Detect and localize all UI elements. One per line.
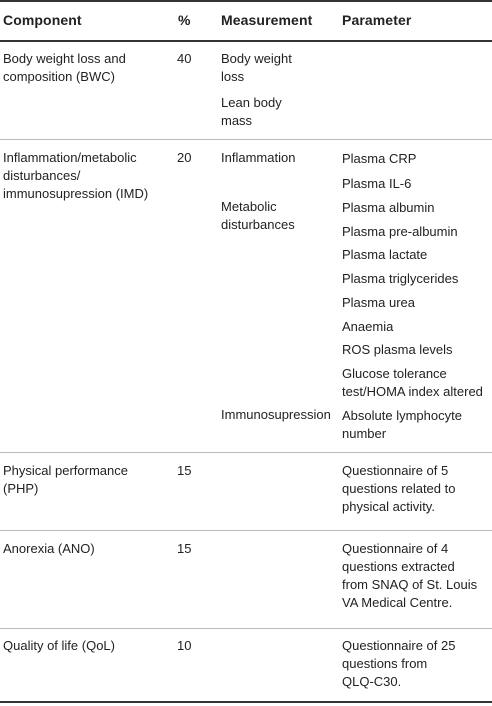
cell-percent-bwc: 40 [177, 51, 192, 66]
table-header [0, 0, 492, 42]
parameter-line: from SNAQ of St. Louis [342, 577, 478, 592]
component-line: immunosupression (IMD) [3, 186, 149, 201]
parameter-line: number [342, 426, 387, 441]
parameter-item: Plasma triglycerides [342, 271, 459, 286]
header-parameter: Parameter [342, 12, 412, 28]
parameter-item: Plasma IL-6 [342, 176, 412, 191]
header-component: Component [3, 12, 82, 28]
component-line: Anorexia (ANO) [3, 541, 95, 556]
cell-component-qol [3, 637, 173, 655]
parameter-item [342, 462, 488, 516]
cell-component-bwc [3, 50, 173, 86]
parameter-line: Questionnaire of 5 [342, 463, 449, 478]
row-divider [0, 139, 492, 140]
table-bottom-rule [0, 701, 492, 703]
parameter-line: questions extracted [342, 559, 455, 574]
parameter-item: Plasma albumin [342, 200, 435, 215]
component-line: composition (BWC) [3, 69, 115, 84]
parameter-item: Anaemia [342, 319, 394, 334]
measurement-line: disturbances [221, 217, 295, 232]
parameter-item: Plasma lactate [342, 247, 428, 262]
measurement-line: Metabolic [221, 199, 277, 214]
parameter-line: VA Medical Centre. [342, 595, 453, 610]
measurement-item [221, 50, 339, 86]
row-divider [0, 452, 492, 453]
parameter-line: Glucose tolerance [342, 366, 447, 381]
measurement-line: mass [221, 113, 253, 128]
component-line: Inflammation/metabolic [3, 150, 137, 165]
measurement-line: Body weight [221, 51, 292, 66]
cell-component-imd [3, 149, 173, 203]
parameter-item: Plasma urea [342, 295, 415, 310]
cell-percent-ano: 15 [177, 541, 192, 556]
parameter-item: ROS plasma levels [342, 342, 453, 357]
parameter-line: QLQ-C30. [342, 674, 402, 689]
parameter-item [342, 540, 488, 612]
measurement-line: Lean body [221, 95, 282, 110]
parameter-line: physical activity. [342, 499, 435, 514]
cell-percent-imd: 20 [177, 150, 192, 165]
header-percent: % [178, 12, 191, 28]
parameter-line: Questionnaire of 4 [342, 541, 449, 556]
row-divider [0, 530, 492, 531]
parameter-item [342, 407, 488, 443]
parameter-item: Plasma CRP [342, 151, 417, 166]
parameter-line: questions related to [342, 481, 456, 496]
measurement-line: Inflammation [221, 150, 296, 165]
cell-percent-qol: 10 [177, 638, 192, 653]
parameter-line: Questionnaire of 25 [342, 638, 456, 653]
measurement-item [221, 406, 339, 424]
parameter-item [342, 365, 488, 401]
measurement-line: Immunosupression [221, 407, 331, 422]
parameter-line: test/HOMA index altered [342, 384, 483, 399]
parameter-item: Plasma pre-albumin [342, 224, 458, 239]
measurement-item [221, 198, 339, 234]
measurement-item [221, 94, 339, 130]
parameter-line: questions from [342, 656, 428, 671]
cell-component-ano [3, 540, 173, 558]
component-line: Quality of life (QoL) [3, 638, 115, 653]
parameter-item [342, 637, 488, 691]
parameter-line: Absolute lymphocyte [342, 408, 462, 423]
component-line: Physical performance [3, 463, 128, 478]
component-line: (PHP) [3, 481, 39, 496]
component-line: disturbances/ [3, 168, 81, 183]
cell-percent-php: 15 [177, 463, 192, 478]
measurement-item [221, 149, 339, 167]
component-line: Body weight loss and [3, 51, 126, 66]
header-measurement: Measurement [221, 12, 313, 28]
cell-component-php [3, 462, 173, 498]
measurement-line: loss [221, 69, 245, 84]
row-divider [0, 628, 492, 629]
